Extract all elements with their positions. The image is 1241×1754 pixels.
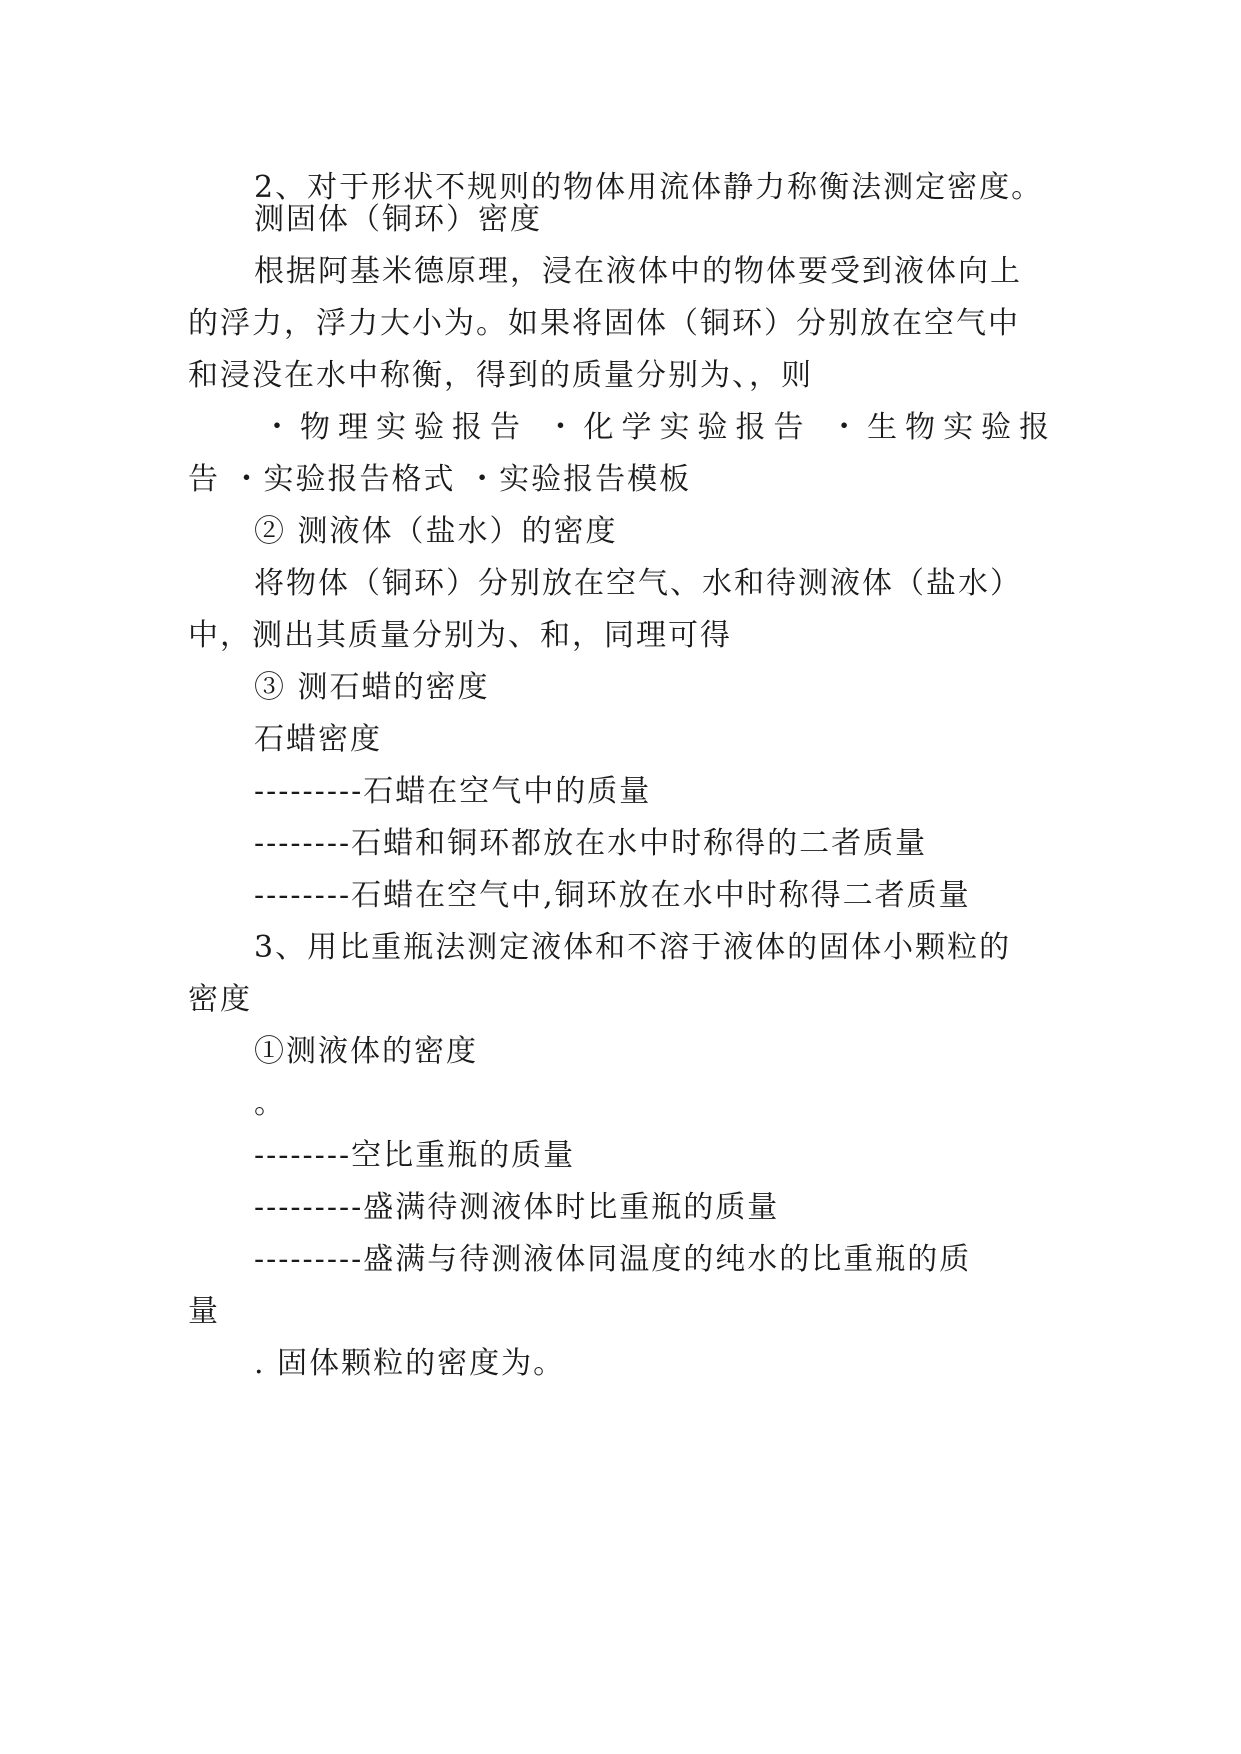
- definition-line: ---------盛满待测液体时比重瓶的质量: [254, 1190, 780, 1225]
- heading-section-3-continued: 密度: [188, 982, 252, 1017]
- heading-section-2: 2、对于形状不规则的物体用流体静力称衡法测定密度。: [254, 170, 1044, 205]
- paragraph-line: 中，测出其质量分别为、和，同理可得: [188, 618, 732, 653]
- definition-line-continued: 量: [188, 1294, 220, 1329]
- definition-line: ---------盛满与待测液体同温度的纯水的比重瓶的质: [254, 1242, 972, 1277]
- subheading-wax-density: ③ 测石蜡的密度: [254, 670, 490, 705]
- subheading-solid-density: 测固体（铜环）密度: [254, 202, 542, 237]
- related-links-line[interactable]: 告 ・实验报告格式 ・实验报告模板: [188, 462, 692, 497]
- related-links-line[interactable]: ・物理实验报告 ・化学实验报告 ・生物实验报: [262, 410, 1058, 445]
- paragraph-line: 的浮力，浮力大小为。如果将固体（铜环）分别放在空气中: [188, 306, 1020, 341]
- subheading-liquid-density-bottle: ①测液体的密度: [254, 1034, 478, 1069]
- paragraph-line: 将物体（铜环）分别放在空气、水和待测液体（盐水）: [254, 566, 1022, 601]
- definition-line: --------石蜡和铜环都放在水中时称得的二者质量: [254, 826, 928, 861]
- paragraph-line: . 固体颗粒的密度为。: [254, 1346, 566, 1381]
- definition-line: ---------石蜡在空气中的质量: [254, 774, 652, 809]
- subheading-liquid-density: ② 测液体（盐水）的密度: [254, 514, 618, 549]
- definition-line: --------空比重瓶的质量: [254, 1138, 576, 1173]
- paragraph-line: 根据阿基米德原理，浸在液体中的物体要受到液体向上: [254, 254, 1022, 289]
- paragraph-line: 和浸没在水中称衡，得到的质量分别为、，则: [188, 358, 813, 393]
- formula-label: 石蜡密度: [254, 722, 382, 757]
- definition-line: --------石蜡在空气中,铜环放在水中时称得二者质量: [254, 878, 971, 913]
- heading-section-3: 3、用比重瓶法测定液体和不溶于液体的固体小颗粒的: [254, 930, 1012, 965]
- formula-placeholder: 。: [254, 1086, 286, 1121]
